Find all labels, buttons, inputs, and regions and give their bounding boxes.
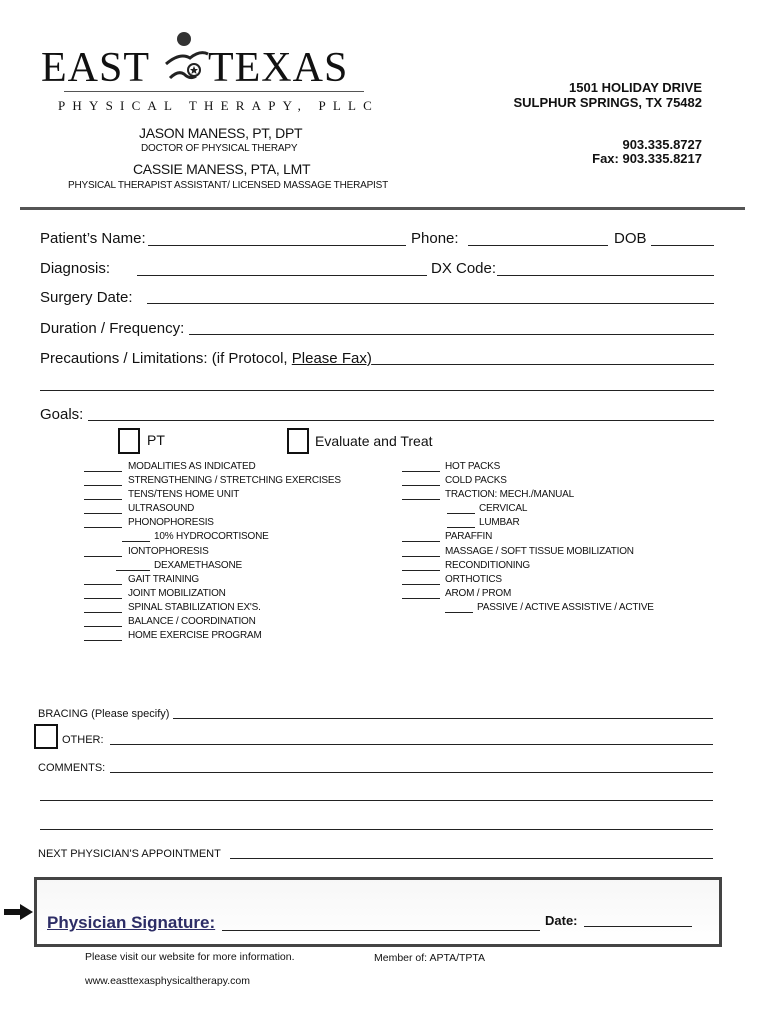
- next-appointment-label: NEXT PHYSICIAN'S APPOINTMENT: [38, 848, 221, 860]
- spinal-stabilization-blank[interactable]: [84, 612, 122, 613]
- logo-texas-text: TEXAS: [208, 45, 349, 91]
- pt-checkbox[interactable]: [118, 428, 140, 454]
- comments-label: COMMENTS:: [38, 762, 106, 774]
- evaluate-treat-checkbox[interactable]: [287, 428, 309, 454]
- address-line-2: SULPHUR SPRINGS, TX 75482: [513, 95, 702, 110]
- ultrasound-blank[interactable]: [84, 513, 122, 514]
- arom-prom-blank[interactable]: [402, 598, 440, 599]
- surgery-date-label: Surgery Date:: [40, 289, 133, 306]
- checklist-item: RECONDITIONING: [445, 560, 530, 571]
- cold-packs-blank[interactable]: [402, 485, 440, 486]
- tens-blank[interactable]: [84, 499, 122, 500]
- logo-east-text: EAST: [41, 45, 150, 91]
- diagnosis-field[interactable]: [137, 275, 427, 276]
- precautions-text: Precautions / Limitations: (if Protocol,: [40, 350, 292, 367]
- other-checkbox[interactable]: [34, 724, 58, 749]
- checklist-item: JOINT MOBILIZATION: [128, 588, 226, 599]
- logo-subtitle: PHYSICAL THERAPY, PLLC: [58, 98, 380, 113]
- dob-label: DOB: [614, 230, 647, 247]
- precautions-field-2[interactable]: [40, 390, 714, 391]
- website-url[interactable]: www.easttexasphysicaltherapy.com: [85, 975, 250, 987]
- duration-label: Duration / Frequency:: [40, 320, 185, 337]
- checklist-item: TRACTION: MECH./MANUAL: [445, 489, 574, 500]
- massage-blank[interactable]: [402, 556, 440, 557]
- checklist-item: AROM / PROM: [445, 588, 512, 599]
- dexamethasone-blank[interactable]: [116, 570, 150, 571]
- comments-field-2[interactable]: [40, 800, 713, 801]
- checklist-item: PASSIVE / ACTIVE ASSISTIVE / ACTIVE: [477, 602, 654, 613]
- checklist-item: MASSAGE / SOFT TISSUE MOBILIZATION: [445, 546, 634, 557]
- other-field[interactable]: [110, 744, 713, 745]
- precautions-label: [40, 350, 372, 367]
- pt-label: PT: [147, 432, 165, 448]
- joint-mobilization-blank[interactable]: [84, 598, 122, 599]
- balance-blank[interactable]: [84, 626, 122, 627]
- goals-label: Goals:: [40, 406, 84, 423]
- comments-field-3[interactable]: [40, 829, 713, 830]
- logo-runner-icon: [160, 30, 212, 90]
- date-field[interactable]: [584, 926, 692, 927]
- logo-rule: [64, 91, 364, 92]
- checklist-item: ULTRASOUND: [128, 503, 195, 514]
- hot-packs-blank[interactable]: [402, 471, 440, 472]
- dx-code-label: DX Code:: [431, 260, 497, 277]
- arrow-right-icon: [4, 903, 34, 921]
- checklist-item: COLD PACKS: [445, 475, 507, 486]
- staff-name-1: JASON MANESS, PT, DPT: [139, 125, 303, 141]
- phonophoresis-blank[interactable]: [84, 527, 122, 528]
- modalities-blank[interactable]: [84, 471, 122, 472]
- checklist-item: 10% HYDROCORTISONE: [154, 531, 269, 542]
- checklist-item: CERVICAL: [479, 503, 528, 514]
- checklist-item: ORTHOTICS: [445, 574, 502, 585]
- precautions-field[interactable]: [372, 364, 714, 365]
- passive-active-blank[interactable]: [445, 612, 473, 613]
- goals-field[interactable]: [88, 420, 714, 421]
- gait-training-blank[interactable]: [84, 584, 122, 585]
- checklist-item: SPINAL STABILIZATION EX'S.: [128, 602, 261, 613]
- address-line-1: 1501 HOLIDAY DRIVE: [569, 80, 702, 95]
- hydrocortisone-blank[interactable]: [122, 541, 150, 542]
- evaluate-treat-label: Evaluate and Treat: [315, 433, 433, 449]
- paraffin-blank[interactable]: [402, 541, 440, 542]
- fax-number: Fax: 903.335.8217: [592, 151, 702, 166]
- diagnosis-label: Diagnosis:: [40, 260, 111, 277]
- signature-box: [34, 877, 722, 947]
- dob-field[interactable]: [651, 245, 714, 246]
- duration-field[interactable]: [189, 334, 714, 335]
- staff-title-2: PHYSICAL THERAPIST ASSISTANT/ LICENSED MASSAGE THERAPIST: [68, 180, 389, 191]
- checklist-item: BALANCE / COORDINATION: [128, 616, 256, 627]
- dx-code-field[interactable]: [497, 275, 714, 276]
- checklist-item: HOME EXERCISE PROGRAM: [128, 630, 262, 641]
- phone-field[interactable]: [468, 245, 608, 246]
- physician-signature-field[interactable]: [222, 930, 540, 931]
- checklist-item: HOT PACKS: [445, 461, 501, 472]
- cervical-blank[interactable]: [447, 513, 475, 514]
- comments-field-1[interactable]: [110, 772, 713, 773]
- checklist-item: MODALITIES AS INDICATED: [128, 461, 256, 472]
- checklist-item: LUMBAR: [479, 517, 520, 528]
- date-label: Date:: [545, 913, 578, 928]
- checklist-item: PHONOPHORESIS: [128, 517, 214, 528]
- checklist-item: TENS/TENS HOME UNIT: [128, 489, 240, 500]
- checklist-item: IONTOPHORESIS: [128, 546, 209, 557]
- home-exercise-blank[interactable]: [84, 640, 122, 641]
- reconditioning-blank[interactable]: [402, 570, 440, 571]
- phone-label: Phone:: [411, 230, 459, 247]
- bracing-field[interactable]: [173, 718, 713, 719]
- other-label: OTHER:: [62, 734, 104, 746]
- patient-name-field[interactable]: [148, 245, 406, 246]
- next-appointment-field[interactable]: [230, 858, 713, 859]
- checklist-item: GAIT TRAINING: [128, 574, 199, 585]
- strengthening-blank[interactable]: [84, 485, 122, 486]
- header-divider: [20, 207, 745, 210]
- lumbar-blank[interactable]: [447, 527, 475, 528]
- physician-signature-label: Physician Signature:: [47, 913, 216, 932]
- checklist-item: STRENGTHENING / STRETCHING EXERCISES: [128, 475, 341, 486]
- iontophoresis-blank[interactable]: [84, 556, 122, 557]
- bracing-label: BRACING (Please specify): [38, 708, 170, 720]
- phone-number: 903.335.8727: [622, 137, 702, 152]
- website-note: Please visit our website for more information.: [85, 951, 295, 963]
- staff-title-1: DOCTOR OF PHYSICAL THERAPY: [141, 143, 298, 154]
- checklist-item: PARAFFIN: [445, 531, 493, 542]
- checklist-item: DEXAMETHASONE: [154, 560, 242, 571]
- traction-blank[interactable]: [402, 499, 440, 500]
- patient-name-label: Patient’s Name:: [40, 230, 146, 247]
- membership-text: Member of: APTA/TPTA: [374, 952, 486, 964]
- staff-name-2: CASSIE MANESS, PTA, LMT: [133, 161, 311, 177]
- surgery-date-field[interactable]: [147, 303, 714, 304]
- orthotics-blank[interactable]: [402, 584, 440, 585]
- please-fax-text: Please Fax): [291, 350, 372, 367]
